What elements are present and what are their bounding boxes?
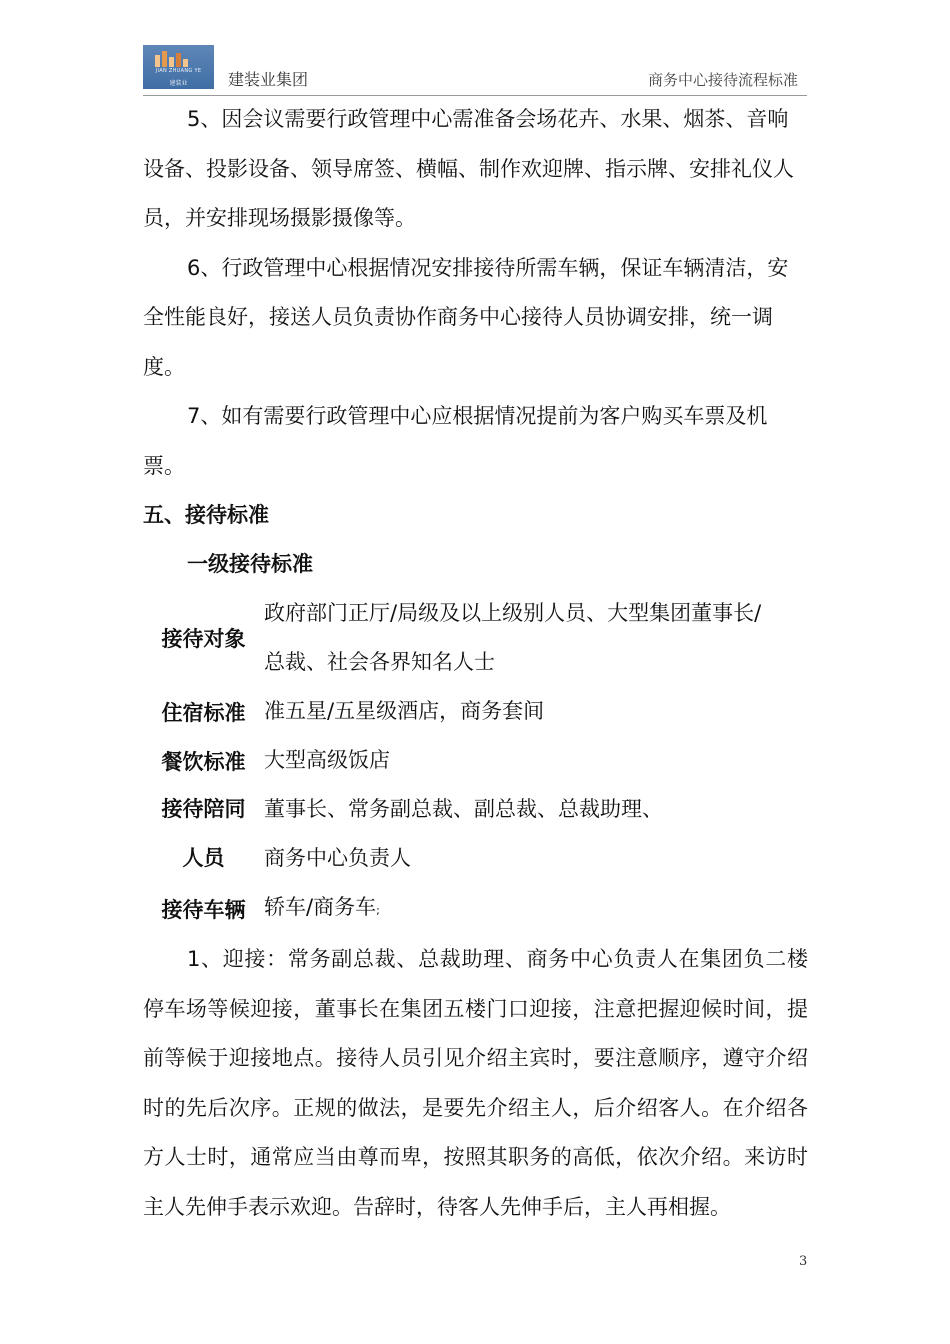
row-label-line: 接待陪同 xyxy=(161,797,246,821)
standard-row-vehicle xyxy=(143,883,808,935)
logo-bar xyxy=(162,51,167,67)
logo-bar xyxy=(176,53,181,67)
row-value xyxy=(264,785,808,883)
row-value: 准五星/五星级酒店，商务套间 xyxy=(264,699,545,723)
row-value-line: 总裁、社会各界知名人士 xyxy=(264,650,495,674)
paragraph-item-5: 5、因会议需要行政管理中心需准备会场花卉、水果、烟茶、音响设备、投影设备、领导席签、横幅、制作欢迎牌、指示牌、安排礼仪人员，并安排现场摄影摄像等。 xyxy=(143,107,794,230)
document-title: 商务中心接待流程标准 xyxy=(647,71,798,89)
page-body xyxy=(143,95,808,1232)
standard-row-escort xyxy=(143,785,808,883)
row-value-line: 政府部门正厅/局级及以上级别人员、大型集团董事长/ xyxy=(264,601,762,625)
page-header xyxy=(0,0,950,100)
standard-row-lodging xyxy=(143,687,808,736)
row-value-mark: ; xyxy=(376,904,380,917)
logo-bar xyxy=(183,59,188,67)
company-logo xyxy=(143,45,214,89)
row-label: 住宿标准 xyxy=(161,700,246,725)
row-label: 餐饮标准 xyxy=(161,749,246,774)
page-number: 3 xyxy=(799,1254,808,1269)
logo-bar xyxy=(155,55,160,67)
section-heading: 五、接待标准 xyxy=(143,503,269,527)
row-value: 大型高级饭店 xyxy=(264,748,390,772)
paragraph-item-7: 7、如有需要行政管理中心应根据情况提前为客户购买车票及机票。 xyxy=(143,404,768,478)
logo-subtext: 建装业 xyxy=(169,80,188,87)
standard-row-dining xyxy=(143,736,808,785)
logo-text: JIAN ZHUANG YE xyxy=(155,68,202,74)
standard-row-object xyxy=(143,589,808,687)
row-value xyxy=(264,589,808,687)
row-label xyxy=(143,785,264,883)
row-value-line: 商务中心负责人 xyxy=(264,846,411,870)
paragraph-item-6: 6、行政管理中心根据情况安排接待所需车辆，保证车辆清洁，安全性能良好，接送人员负责协作商务中心接待人员协调安排，统一调度。 xyxy=(143,255,789,379)
row-value-text: 轿车/商务车 xyxy=(264,895,377,919)
company-name: 建装业集团 xyxy=(228,70,309,89)
row-value xyxy=(264,883,808,935)
row-label-line: 人员 xyxy=(182,846,225,870)
row-label: 接待对象 xyxy=(161,627,246,651)
logo-bar xyxy=(169,57,174,67)
sub-heading: 一级接待标准 xyxy=(187,552,313,576)
row-label: 接待车辆 xyxy=(161,898,246,922)
paragraph-welcome: 1、迎接：常务副总裁、总裁助理、商务中心负责人在集团负二楼停车场等候迎接，董事长在集团五楼门口迎接，注意把握迎候时间，提前等候于迎接地点。接待人员引见介绍主宾时，要注意顺序，遵守介绍时的先后次序。正规的做法，是要先介绍主人，后介绍客人。在介绍各方人士时，通常应当由尊而卑，按照其职务的高低，依次介绍。来访时主人先伸手表示欢迎。告辞时，待客人先伸手后，主人再相握。 xyxy=(143,947,808,1219)
row-value-line: 董事长、常务副总裁、副总裁、总裁助理、 xyxy=(264,797,663,821)
